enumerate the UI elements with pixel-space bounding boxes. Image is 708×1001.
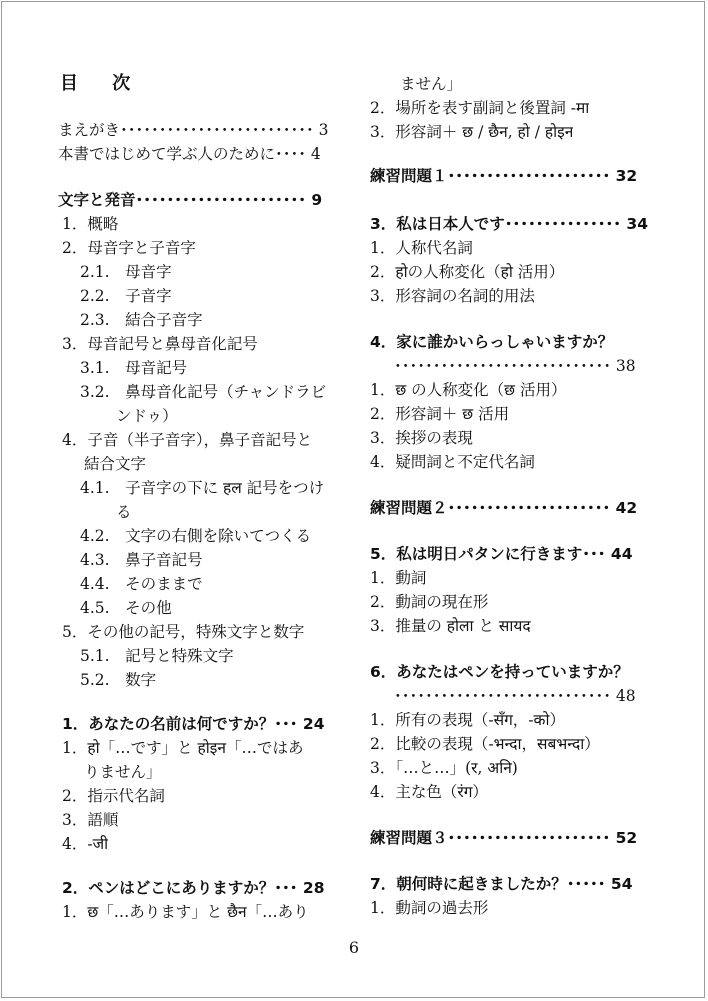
toc-lesson-heading: 6．あなたはペンを持っていますか？: [370, 663, 629, 681]
toc-entry: 本書ではじめて学ぶ人のために････ 4: [58, 145, 321, 163]
toc-entry: 4．子音（半子音字），鼻子音記号と: [62, 431, 313, 449]
toc-lesson-heading: 7．朝何時に起きましたか？･････ 54: [370, 875, 633, 893]
toc-entry: 1．人称代名詞: [370, 239, 473, 257]
toc-entry-continued: りません」: [84, 763, 162, 781]
toc-entry: まえがき･････････････････････････ 3: [58, 121, 329, 139]
toc-entry: 2．形容詞＋ छ 活用: [370, 405, 510, 423]
toc-entry: 5．その他の記号，特殊文字と数字: [62, 623, 305, 641]
toc-entry-continued: 結合文字: [84, 455, 147, 473]
toc-entry: 1．所有の表現（-सँग，-को）: [370, 711, 565, 729]
toc-title: 目 次: [60, 73, 145, 94]
toc-subentry: 2.2. 子音字: [80, 287, 172, 305]
toc-lesson-heading: 4．家に誰かいらっしゃいますか？: [370, 333, 614, 351]
toc-entry: 3．挨拶の表現: [370, 429, 473, 447]
toc-entry: 3．形容詞の名詞的用法: [370, 287, 535, 305]
toc-subentry: 5.1. 記号と特殊文字: [80, 647, 234, 665]
toc-subentry: 5.2. 数字: [80, 671, 157, 689]
toc-lesson-heading: 1．あなたの名前は何ですか？･･･ 24: [62, 715, 325, 733]
toc-lesson-heading: 2．ペンはどこにありますか？･･･ 28: [62, 879, 325, 897]
toc-entry: 3．「…と…」(र, अनि): [370, 759, 518, 777]
toc-leader-continued: ････････････････････････････ 48: [394, 687, 636, 705]
toc-entry: 1．छ「…あります」と छैन「…あり: [62, 903, 309, 921]
toc-entry: 4．疑問詞と不定代名詞: [370, 453, 535, 471]
toc-subentry: 3.2. 鼻母音化記号（チャンドラビ: [80, 383, 327, 401]
page-number: 6: [348, 938, 360, 957]
toc-subentry-continued: る: [116, 503, 132, 521]
toc-exercise-heading: 練習問題３･････････････････････ 52: [370, 829, 638, 847]
toc-entry: 4．主な色（रंग）: [370, 783, 488, 801]
toc-exercise-heading: 練習問題１･････････････････････ 32: [370, 167, 638, 185]
toc-entry: 1．छ の人称変化（छ 活用）: [370, 381, 567, 399]
toc-entry: 2．比較の表現（-भन्दा，सबभन्दा）: [370, 735, 600, 753]
toc-entry: 2．母音字と子音字: [62, 239, 196, 257]
toc-subentry: 2.3. 結合子音字: [80, 311, 203, 329]
toc-subentry: 4.2. 文字の右側を除いてつくる: [80, 527, 312, 545]
toc-subentry-continued: ンドゥ）: [116, 407, 178, 425]
toc-entry: 3．形容詞＋ छ / छैन, हो / होइन: [370, 123, 574, 141]
toc-subentry: 4.5. その他: [80, 599, 172, 617]
toc-section-heading: 文字と発音･･････････････････････ 9: [58, 191, 323, 209]
toc-entry: 2．動詞の現在形: [370, 593, 489, 611]
toc-subentry: 3.1. 母音記号: [80, 359, 188, 377]
toc-subentry: 4.4. そのままで: [80, 575, 203, 593]
toc-entry: 1．हो「…です」と होइन「…ではあ: [62, 739, 304, 757]
toc-subentry: 4.3. 鼻子音記号: [80, 551, 203, 569]
toc-entry: 2．場所を表す副詞と後置詞 -मा: [370, 99, 590, 117]
toc-exercise-heading: 練習問題２･････････････････････ 42: [370, 499, 638, 517]
toc-entry: 1．概略: [62, 215, 119, 233]
toc-entry: 2．होの人称変化（हो 活用）: [370, 263, 565, 281]
toc-entry: 2．指示代名詞: [62, 787, 165, 805]
toc-entry: 4．-जी: [62, 835, 109, 853]
toc-subentry: 2.1. 母音字: [80, 263, 172, 281]
toc-entry: 3．語順: [62, 811, 119, 829]
toc-leader-continued: ････････････････････････････ 38: [394, 357, 636, 375]
toc-entry: 1．動詞: [370, 569, 427, 587]
toc-subentry: 4.1. 子音字の下に हल 記号をつけ: [80, 479, 325, 497]
toc-entry: 3．母音記号と鼻母音化記号: [62, 335, 258, 353]
toc-lesson-heading: 3．私は日本人です･･･････････････ 34: [370, 215, 649, 233]
toc-entry: 1．動詞の過去形: [370, 899, 489, 917]
toc-lesson-heading: 5．私は明日パタンに行きます･･･ 44: [370, 545, 633, 563]
toc-entry-continued: ません」: [400, 75, 463, 93]
toc-entry: 3．推量の होला と सायद: [370, 617, 531, 635]
